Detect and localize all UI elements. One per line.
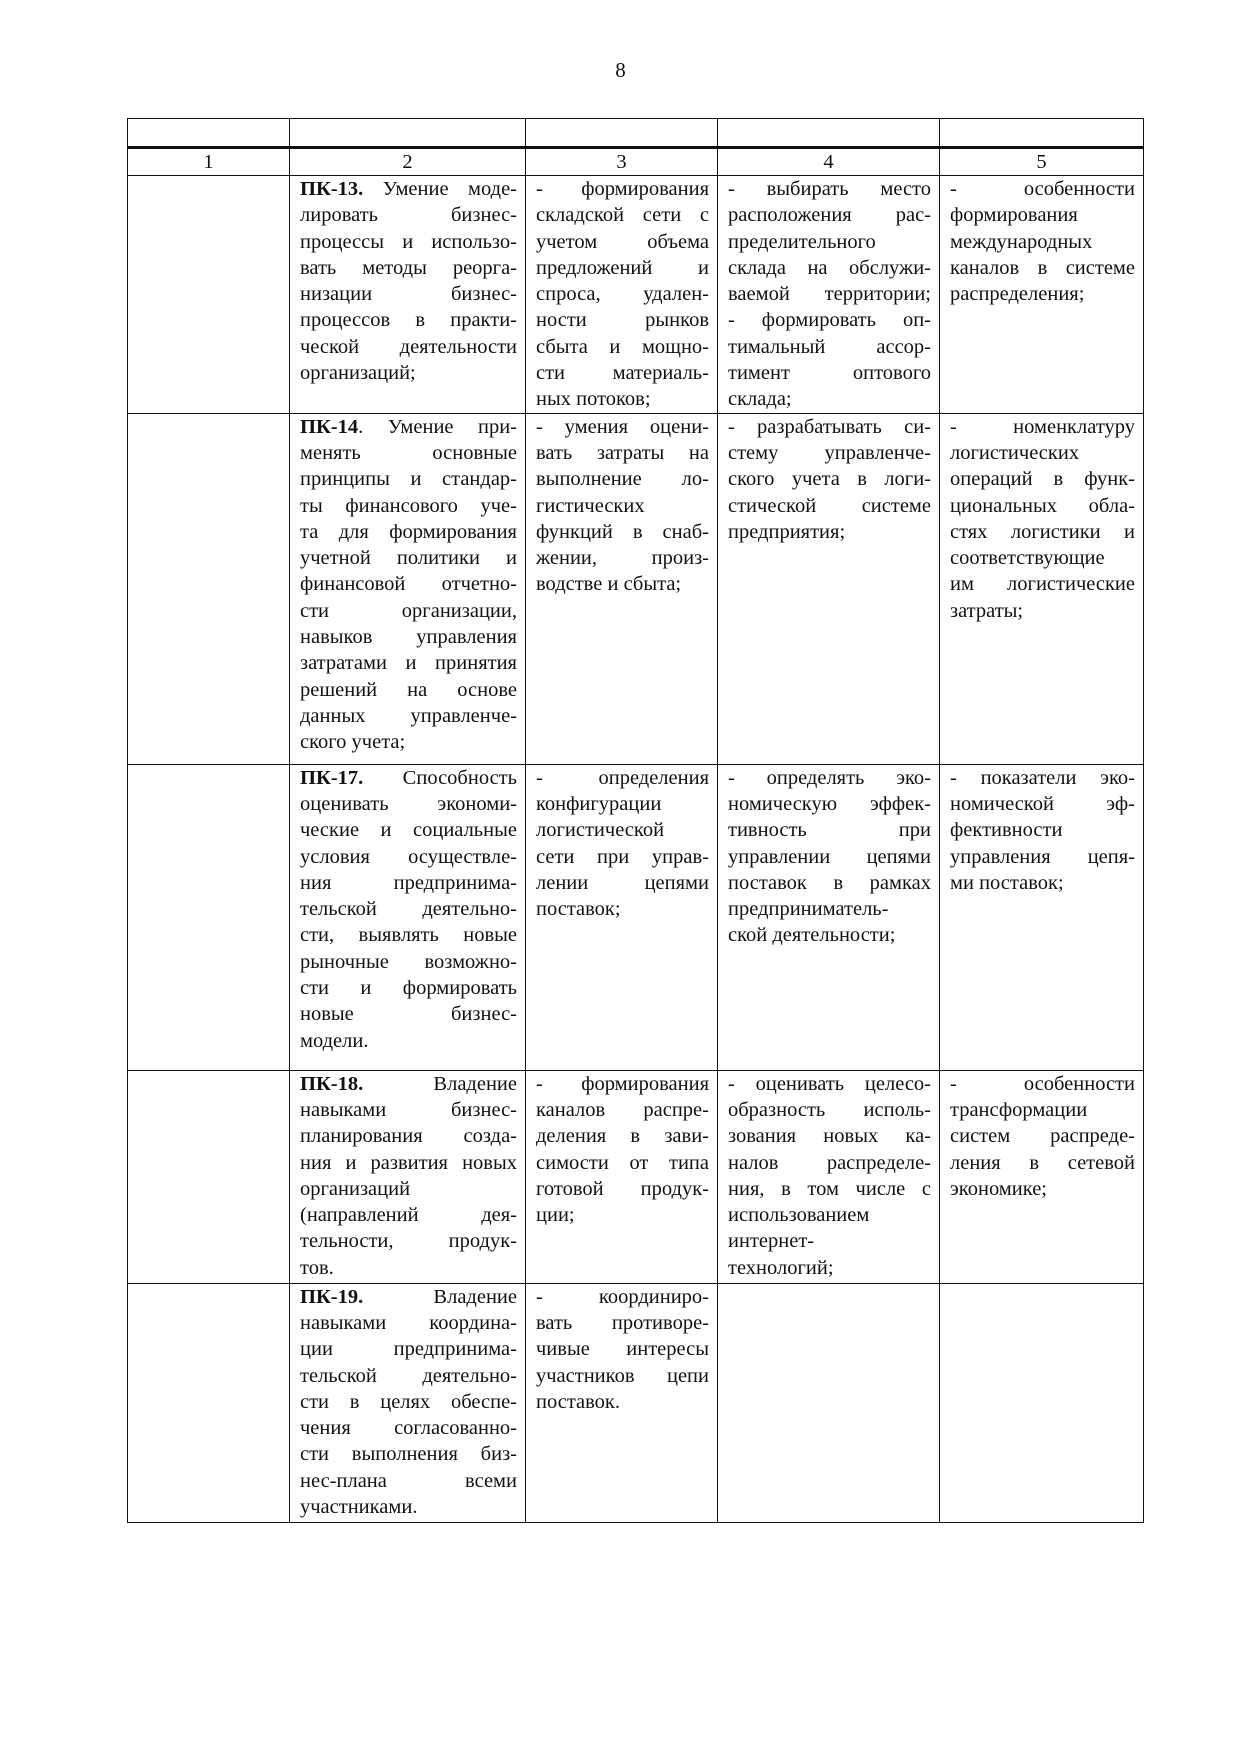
cell-line: рыночные возможно- [300, 950, 517, 973]
cell-line: ния, в том числе с [728, 1177, 931, 1200]
cell-line: - определения [536, 766, 709, 789]
column-number: 4 [718, 148, 940, 176]
competency-group-cell [128, 413, 290, 764]
cell-line: новые бизнес- [300, 1003, 517, 1026]
cell-line: сти выполнения биз- [300, 1443, 517, 1466]
skills-cell [718, 176, 940, 414]
competency-code: ПК-14 [300, 415, 359, 438]
table-row [128, 1283, 1144, 1522]
cell-line: финансовой отчетно- [300, 573, 517, 596]
cell-line: - особенности [950, 1072, 1135, 1095]
column-number: 1 [128, 148, 290, 176]
cell-line: - координиро- [536, 1285, 709, 1308]
competency-description-cell [290, 764, 526, 1070]
cell-line: операций в функ- [950, 468, 1135, 491]
cell-line: управления цепя- [950, 845, 1135, 868]
cell-line: ваемой территории; [728, 283, 931, 306]
cell-line: сти в целях обеспе- [300, 1390, 517, 1413]
cell-line: склада; [728, 388, 792, 411]
competency-group-cell [128, 764, 290, 1070]
competency-description-cell [290, 1070, 526, 1283]
cell-line: формирования [950, 204, 1078, 227]
cell-line: ных потоков; [536, 388, 651, 411]
skills-cell [718, 1283, 940, 1522]
cell-line: технологий; [728, 1256, 834, 1279]
cell-line: гистических [536, 494, 645, 517]
skills-cell [718, 413, 940, 764]
cell-line: (направлений дея- [300, 1204, 517, 1227]
cell-line: соответствующие [950, 547, 1105, 570]
column-number: 5 [940, 148, 1144, 176]
cell-line: организаций [300, 1177, 411, 1200]
cell-line [300, 414, 517, 440]
header-cell [940, 119, 1144, 148]
header-cell [718, 119, 940, 148]
cell-line: складской сети с [536, 204, 709, 227]
cell-line: конфигурации [536, 792, 662, 815]
cell-line: вать затраты на [536, 441, 709, 464]
cell-line: сбыта и мощно- [536, 335, 709, 358]
cell-line: стему управленче- [728, 441, 931, 464]
cell-line: оценивать экономи- [300, 792, 517, 815]
competency-code: ПК-13. [300, 178, 364, 200]
knowledge-cell [526, 176, 718, 414]
cell-line: вать противоре- [536, 1311, 709, 1334]
cell-line: жении, произ- [536, 547, 709, 570]
cell-line: та для формирования [300, 520, 517, 543]
competency-code: ПК-17. [300, 766, 364, 789]
cell-line: готовой продук- [536, 1177, 709, 1200]
cell-text: . Умение при- [358, 415, 517, 438]
cell-line: ния и развития новых [300, 1151, 517, 1174]
cell-line: учетом объема [536, 230, 709, 253]
cell-line: лении цепями [536, 871, 709, 894]
cell-line: тимальный ассор- [728, 335, 931, 358]
cell-line: ния предпринима- [300, 871, 517, 894]
cell-line: планирования созда- [300, 1125, 517, 1148]
cell-line: сти материаль- [536, 362, 709, 385]
cell-line: сти и формировать [300, 977, 517, 1000]
cell-line: сети при управ- [536, 845, 709, 868]
page-number: 8 [615, 58, 626, 82]
cell-line: - показатели эко- [950, 766, 1135, 789]
cell-line: лировать бизнес- [300, 204, 517, 227]
knowledge-cell [526, 764, 718, 1070]
cell-line: зования новых ка- [728, 1125, 931, 1148]
cell-line: процессов в практи- [300, 309, 517, 332]
cell-line: спроса, удален- [536, 283, 709, 306]
cell-line: затраты; [950, 599, 1024, 622]
cell-line: ской деятельности; [728, 924, 896, 947]
column-number-row [128, 148, 1144, 176]
cell-line: - формирования [536, 1072, 709, 1095]
table-row [128, 413, 1144, 764]
cell-line: тельности, продук- [300, 1230, 517, 1253]
cell-line: номическую эффек- [728, 792, 931, 815]
competency-group-cell [128, 176, 290, 414]
cell-line: ности рынков [536, 309, 709, 332]
cell-line: водстве и сбыта; [536, 573, 682, 596]
cell-line: ского учета; [300, 731, 406, 754]
cell-line: условия осуществле- [300, 845, 517, 868]
cell-line: налов распределе- [728, 1151, 931, 1174]
abilities-cell [940, 413, 1144, 764]
cell-line: учетной политики и [300, 547, 517, 570]
abilities-cell [940, 1283, 1144, 1522]
cell-line: низации бизнес- [300, 283, 517, 306]
cell-text: Умение моде- [363, 178, 517, 200]
cell-line: - формирования [536, 178, 709, 200]
header-cell [290, 119, 526, 148]
cell-line: стях логистики и [950, 520, 1135, 543]
cell-line: систем распреде- [950, 1125, 1135, 1148]
knowledge-cell [526, 1283, 718, 1522]
cell-line: сти организации, [300, 599, 517, 622]
cell-line: функций в снаб- [536, 520, 709, 543]
cell-line: ского учета в логи- [728, 468, 931, 491]
abilities-cell [940, 176, 1144, 414]
cell-line: предприятия; [728, 520, 846, 543]
cell-line: сти, выявлять новые [300, 924, 517, 947]
cell-line: циональных обла- [950, 494, 1135, 517]
cell-line: нес-плана всеми [300, 1469, 517, 1492]
cell-line: поставок. [536, 1390, 621, 1413]
cell-line: международных [950, 230, 1093, 253]
cell-line: экономике; [950, 1177, 1047, 1200]
cell-line [300, 765, 517, 791]
cell-line: номической эф- [950, 792, 1135, 815]
skills-cell [718, 764, 940, 1070]
abilities-cell [940, 1070, 1144, 1283]
cell-line: чения согласованно- [300, 1417, 517, 1440]
cell-line: тельской деятельно- [300, 898, 517, 921]
cell-line: расположения рас- [728, 204, 931, 227]
competency-group-cell [128, 1283, 290, 1522]
cell-line: навыков управления [300, 626, 517, 649]
cell-line: поставок в рамках [728, 871, 931, 894]
cell-line: - особенности [950, 178, 1135, 200]
cell-line [300, 1071, 517, 1097]
cell-line: логистических [950, 441, 1080, 464]
cell-line: навыками бизнес- [300, 1098, 517, 1121]
cell-line: принципы и стандар- [300, 468, 517, 491]
cell-line: симости от типа [536, 1151, 709, 1174]
cell-text: Владение [363, 1072, 517, 1095]
knowledge-cell [526, 413, 718, 764]
cell-line: использованием [728, 1204, 870, 1227]
cell-line: образность исполь- [728, 1098, 931, 1121]
abilities-cell [940, 764, 1144, 1070]
cell-line: - оценивать целесо- [728, 1072, 931, 1095]
header-cell [128, 119, 290, 148]
cell-line: ты финансового уче- [300, 494, 517, 517]
competency-description-cell [290, 1283, 526, 1522]
cell-line: поставок; [536, 898, 621, 921]
cell-line: вать методы реорга- [300, 256, 517, 279]
cell-line: - номенклатуру [950, 415, 1135, 438]
competency-group-cell [128, 1070, 290, 1283]
competency-table [127, 118, 1144, 1523]
cell-line: пределительного [728, 230, 876, 253]
cell-line: каналов распре- [536, 1098, 709, 1121]
cell-line: фективности [950, 819, 1063, 842]
cell-line: навыками координа- [300, 1311, 517, 1334]
cell-line: распределения; [950, 283, 1085, 306]
competency-description-cell [290, 413, 526, 764]
cell-line: затратами и принятия [300, 652, 517, 675]
cell-text: Владение [363, 1285, 517, 1308]
cell-line: ческой деятельности [300, 335, 517, 358]
cell-line: чивые интересы [536, 1338, 709, 1361]
table-row [128, 1070, 1144, 1283]
cell-line: данных управленче- [300, 704, 517, 727]
competency-code: ПК-18. [300, 1072, 364, 1095]
table-row [128, 176, 1144, 414]
cell-line: процессы и использо- [300, 230, 517, 253]
column-number: 3 [526, 148, 718, 176]
cell-line: интернет- [728, 1230, 815, 1253]
header-cell [526, 119, 718, 148]
cell-line: участниками. [300, 1496, 418, 1519]
cell-line [300, 176, 517, 202]
cell-line: ления в сетевой [950, 1151, 1135, 1174]
cell-line: выполнение ло- [536, 468, 709, 491]
cell-line: - разрабатывать си- [728, 415, 931, 438]
table-row [128, 764, 1144, 1070]
cell-line: менять основные [300, 441, 517, 464]
cell-line: - умения оцени- [536, 415, 709, 438]
cell-line: тов. [300, 1256, 334, 1279]
cell-line: ми поставок; [950, 871, 1064, 894]
cell-line: решений на основе [300, 678, 517, 701]
cell-line: модели. [300, 1029, 369, 1052]
cell-line: ции; [536, 1204, 575, 1227]
cell-line [300, 1284, 517, 1310]
cell-line: тельской деятельно- [300, 1364, 517, 1387]
cell-line: тивность при [728, 819, 931, 842]
cell-line: предприниматель- [728, 898, 889, 921]
competency-code: ПК-19. [300, 1285, 364, 1308]
cell-line: ческие и социальные [300, 819, 517, 842]
cell-line: каналов в системе [950, 256, 1135, 279]
cell-line: - выбирать место [728, 178, 931, 200]
cell-text: Способность [363, 766, 517, 789]
header-blank-row [128, 119, 1144, 148]
cell-line: стической системе [728, 494, 931, 517]
cell-line: - определять эко- [728, 766, 931, 789]
column-number: 2 [290, 148, 526, 176]
cell-line: предложений и [536, 256, 709, 279]
cell-line: им логистические [950, 573, 1135, 596]
cell-line: ции предпринима- [300, 1338, 517, 1361]
cell-line: склада на обслужи- [728, 256, 931, 279]
cell-line: - формировать оп- [728, 309, 931, 332]
cell-line: логистической [536, 819, 665, 842]
cell-line: управлении цепями [728, 845, 931, 868]
cell-line: трансформации [950, 1098, 1088, 1121]
cell-line: участников цепи [536, 1364, 709, 1387]
cell-line: организаций; [300, 362, 416, 385]
cell-line: тимент оптового [728, 362, 931, 385]
cell-line: деления в зави- [536, 1125, 709, 1148]
knowledge-cell [526, 1070, 718, 1283]
skills-cell [718, 1070, 940, 1283]
competency-description-cell [290, 176, 526, 414]
